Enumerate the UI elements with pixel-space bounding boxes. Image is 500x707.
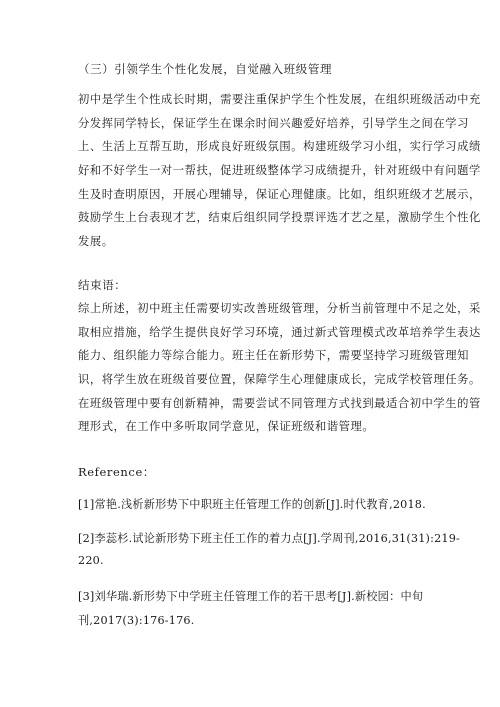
reference-item-continued: 220. bbox=[78, 554, 104, 567]
paragraph-line: 取相应措施，给学生提供良好学习环境，通过新式管理模式改革培养学生表达 bbox=[78, 325, 481, 339]
reference-item: [1]常艳.浅析新形势下中职班主任管理工作的创新[J].时代教育,2018. bbox=[78, 498, 426, 511]
paragraph-line: 综上所述，初中班主任需要切实改善班级管理，分析当前管理中不足之处，采 bbox=[78, 302, 481, 315]
paragraph-line: 分发挥同学特长，保证学生在课余时间兴趣爱好培养，引导学生之间在学习 bbox=[78, 116, 469, 130]
paragraph-line: 识，将学生放在班级首要位置，保障学生心理健康成长，完成学校管理任务。 bbox=[78, 373, 481, 387]
reference-item-continued: 刊,2017(3):176-176. bbox=[78, 614, 195, 627]
conclusion-label: 结束语： bbox=[78, 278, 127, 292]
section-paragraph bbox=[78, 88, 481, 254]
paragraph-line: 发展。 bbox=[78, 235, 114, 249]
paragraph-line: 初中是学生个性成长时期，需要注重保护学生个性发展，在组织班级活动中充 bbox=[78, 93, 481, 106]
paragraph-line: 鼓励学生上台表现才艺，结束后组织同学投票评选才艺之星，激励学生个性化 bbox=[78, 211, 481, 225]
reference-item: [2]李蕊杉.试论新形势下班主任工作的着力点[J].学周刊,2016,31(31):219- bbox=[78, 532, 460, 545]
paragraph-line: 理形式，在工作中多听取同学意见，保证班级和谐管理。 bbox=[78, 420, 375, 434]
paragraph-line: 好和不好学生一对一帮扶，促进班级整体学习成绩提升，针对班级中有问题学 bbox=[78, 164, 481, 178]
paragraph-line: 生及时查明原因，开展心理辅导，保证心理健康。比如，组织班级才艺展示， bbox=[78, 187, 481, 201]
paragraph-line: 上、生活上互帮互助，形成良好班级氛围。构建班级学习小组，实行学习成绩 bbox=[78, 140, 481, 154]
references-label: Reference： bbox=[78, 465, 155, 479]
paragraph-line: 在班级管理中要有创新精神，需要尝试不同管理方式找到最适合初中学生的管 bbox=[78, 396, 481, 410]
paragraph-line: 能力、组织能力等综合能力。班主任在新形势下，需要坚持学习班级管理知 bbox=[78, 349, 469, 363]
conclusion-paragraph bbox=[78, 297, 481, 439]
reference-item: [3]刘华瑞.新形势下中学班主任管理工作的若干思考[J].新校园：中旬 bbox=[78, 590, 424, 603]
section-heading: （三）引领学生个性化发展，自觉融入班级管理 bbox=[78, 62, 333, 76]
